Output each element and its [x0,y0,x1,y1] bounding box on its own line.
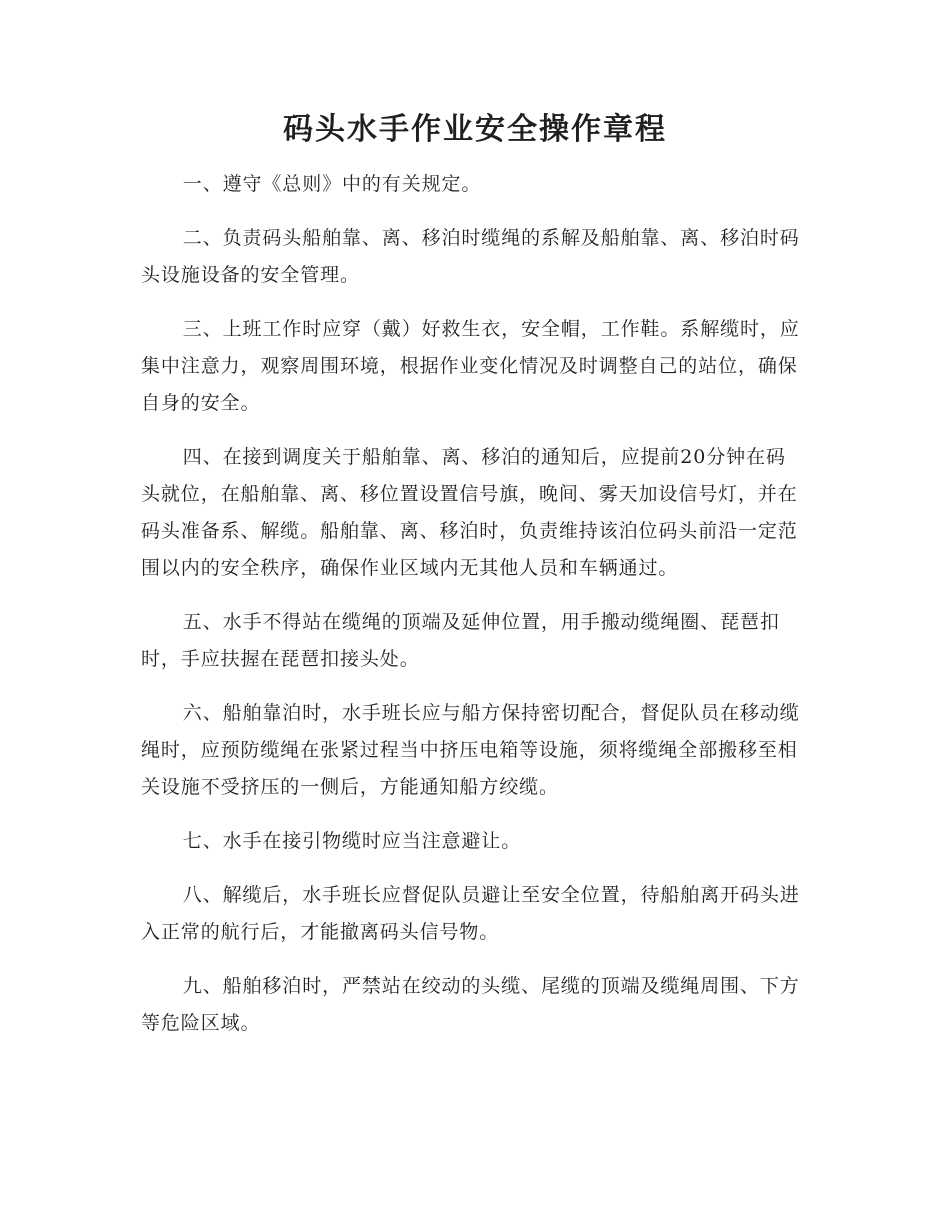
document-body [141,166,805,1059]
paragraph-7: 七、水手在接引物缆时应当注意避让。 [182,830,522,852]
document-title: 码头水手作业安全操作章程 [283,112,667,147]
paragraph-2: 二、负责码头船舶靠、离、移泊时缆绳的系解及船舶靠、离、移泊时码头设施设备的安全管理。 [141,227,800,286]
paragraph-8: 八、解缆后，水手班长应督促队员避让至安全位置，待船舶离开码头进入正常的航行后，才能撤离码头信号物。 [141,884,800,943]
paragraph-1: 一、遵守《总则》中的有关规定。 [182,173,482,195]
paragraph-6: 六、船舶靠泊时，水手班长应与船方保持密切配合，督促队员在移动缆绳时，应预防缆绳在张紧过程当中挤压电箱等设施，须将缆绳全部搬移至相关设施不受挤压的一侧后，方能通知船方绞缆。 [141,702,800,798]
paragraph-4: 四、在接到调度关于船舶靠、离、移泊的通知后，应提前20分钟在码头就位，在船舶靠、离、移位置设置信号旗，晚间、雾天加设信号灯，并在码头准备系、解缆。船舶靠、离、移泊时，负责维持该泊位码头前沿一定范围以内的安全秩序，确保作业区域内无其他人员和车辆通过。 [141,446,798,579]
paragraph-5: 五、水手不得站在缆绳的顶端及延伸位置，用手搬动缆绳圈、琵琶扣时，手应扶握在琵琶扣接头处。 [141,611,780,670]
paragraph-3: 三、上班工作时应穿（戴）好救生衣，安全帽，工作鞋。系解缆时，应集中注意力，观察周围环境，根据作业变化情况及时调整自己的站位，确保自身的安全。 [141,318,800,414]
paragraph-9: 九、船舶移泊时，严禁站在绞动的头缆、尾缆的顶端及缆绳周围、下方等危险区域。 [141,975,800,1034]
